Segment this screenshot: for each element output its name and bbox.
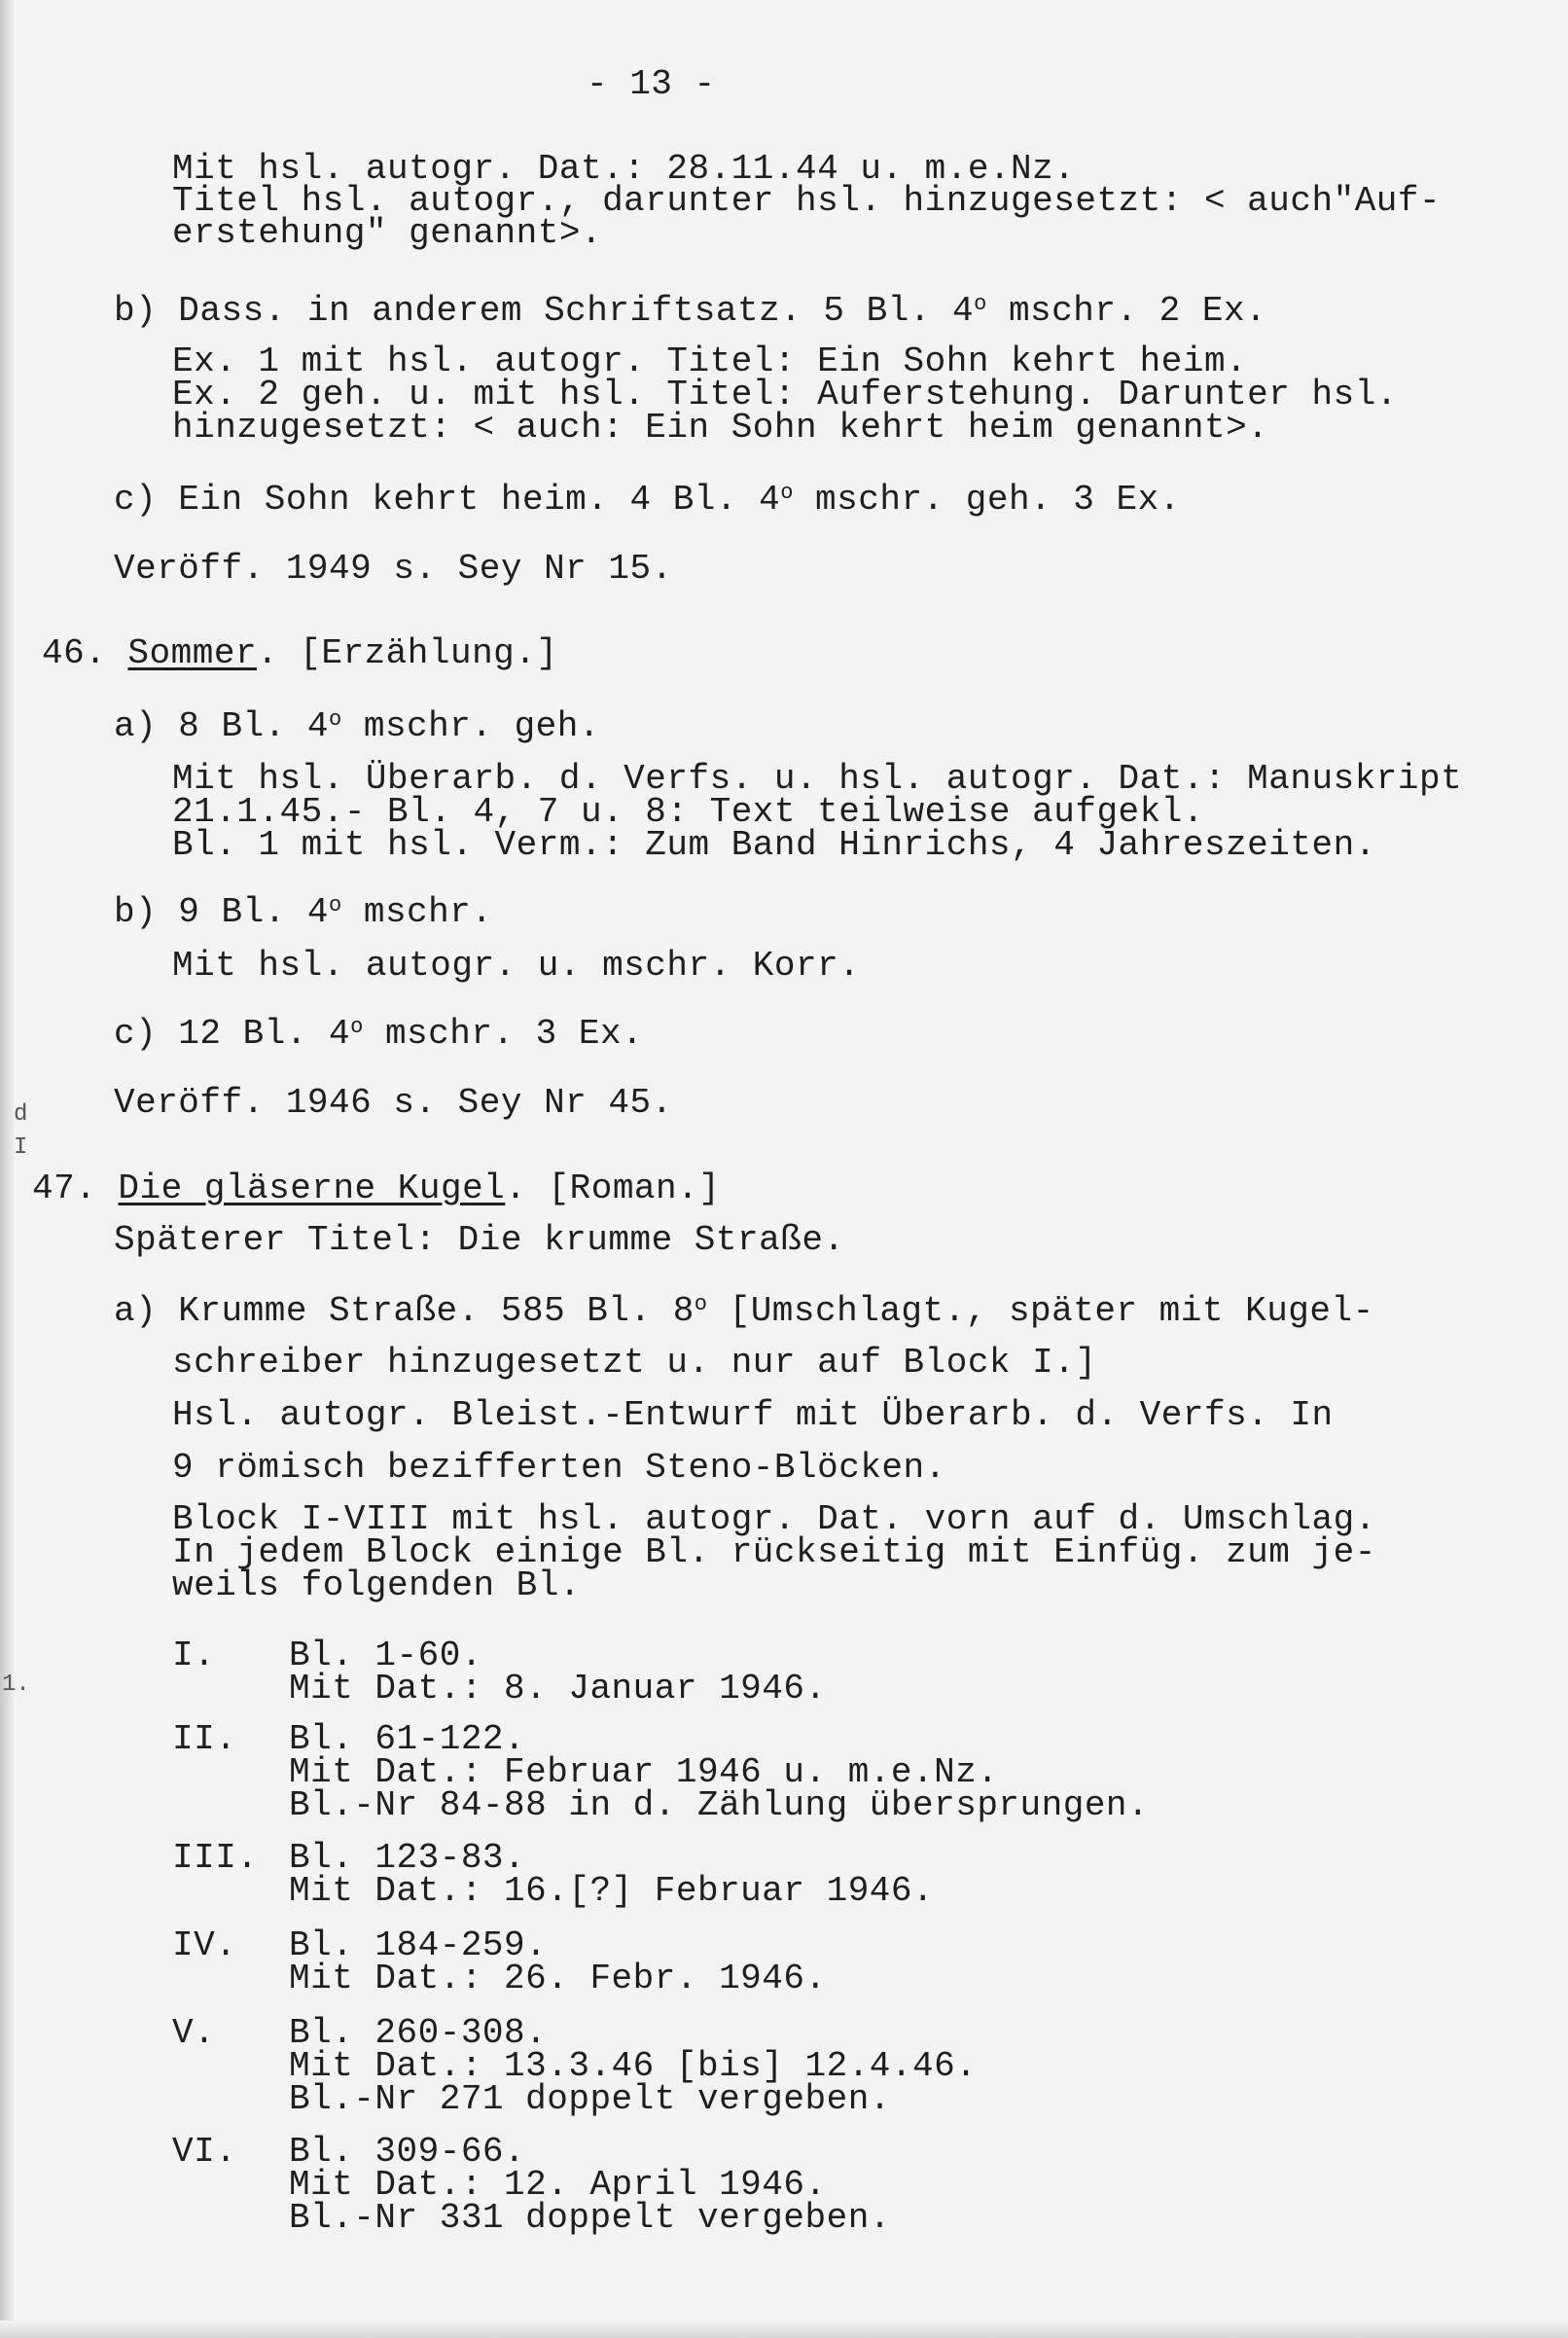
publication-note: Veröff. 1949 s. Sey Nr 15.: [114, 549, 673, 589]
text-line: hinzugesetzt: < auch: Ein Sohn kehrt heim genannt>.: [172, 408, 1269, 448]
margin-mark: I: [14, 1134, 28, 1161]
block-label: V.: [172, 2013, 216, 2053]
block-line: Mit Dat.: 12. April 1946.: [289, 2165, 827, 2205]
block-line: Bl. 61-122.: [289, 1719, 526, 1759]
item-c: c) 12 Bl. 4$^o$ mschr. 3 Ex.: [114, 1014, 644, 1054]
text-line: Block I-VIII mit hsl. autogr. Dat. vorn auf d. Umschlag.: [172, 1499, 1376, 1539]
block-line: Bl. 1-60.: [289, 1636, 482, 1675]
entry-47-title: Die gläserne Kugel: [118, 1169, 506, 1208]
text-line: Ex. 2 geh. u. mit hsl. Titel: Auferstehung. Darunter hsl.: [172, 375, 1398, 414]
page-bottom-shadow: [0, 2320, 1568, 2338]
margin-mark: d: [14, 1101, 28, 1128]
text-line: Bl. 1 mit hsl. Verm.: Zum Band Hinrichs, 4 Jahreszeiten.: [172, 825, 1376, 865]
text-line: 9 römisch bezifferten Steno-Blöcken.: [172, 1448, 946, 1488]
text-line: Mit hsl. Überarb. d. Verfs. u. hsl. autogr. Dat.: Manuskript: [172, 759, 1463, 799]
margin-mark: 1.: [2, 1672, 30, 1698]
text-line: erstehung" genannt>.: [172, 213, 603, 253]
block-line: Mit Dat.: 26. Febr. 1946.: [289, 1959, 827, 1998]
text-line: Mit hsl. autogr. u. mschr. Korr.: [172, 946, 861, 986]
text-line: weils folgenden Bl.: [172, 1565, 581, 1605]
block-label: II.: [172, 1719, 237, 1759]
block-label: I.: [172, 1636, 216, 1675]
publication-note: Veröff. 1946 s. Sey Nr 45.: [114, 1083, 673, 1123]
text-line: Ex. 1 mit hsl. autogr. Titel: Ein Sohn kehrt heim.: [172, 342, 1248, 381]
block-line: Bl. 260-308.: [289, 2013, 548, 2053]
block-label: VI.: [172, 2132, 237, 2172]
entry-46-heading: 46. Sommer. [Erzählung.]: [42, 633, 558, 673]
block-line: Bl.-Nr 331 doppelt vergeben.: [289, 2198, 891, 2238]
block-line: Mit Dat.: 13.3.46 [bis] 12.4.46.: [289, 2046, 978, 2086]
item-b: b) 9 Bl. 4$^o$ mschr.: [114, 892, 493, 932]
text-line: Späterer Titel: Die krumme Straße.: [114, 1220, 845, 1260]
block-line: Bl. 123-83.: [289, 1838, 526, 1878]
block-line: Bl.-Nr 271 doppelt vergeben.: [289, 2079, 891, 2119]
entry-47-heading: 47. Die gläserne Kugel. [Roman.]: [32, 1169, 721, 1208]
item-b: b) Dass. in anderem Schriftsatz. 5 Bl. 4$^o$ mschr. 2 Ex.: [114, 291, 1267, 331]
text-line: Titel hsl. autogr., darunter hsl. hinzugesetzt: < auch"Auf-: [172, 181, 1442, 221]
page-number: - 13 -: [587, 64, 716, 104]
text-line: schreiber hinzugesetzt u. nur auf Block I.]: [172, 1343, 1097, 1383]
block-line: Mit Dat.: Februar 1946 u. m.e.Nz.: [289, 1752, 999, 1792]
text-line: Mit hsl. autogr. Dat.: 28.11.44 u. m.e.Nz.: [172, 149, 1076, 189]
entry-46-title: Sommer: [127, 633, 258, 673]
item-c: c) Ein Sohn kehrt heim. 4 Bl. 4$^o$ mschr. geh. 3 Ex.: [114, 480, 1181, 520]
block-label: III.: [172, 1838, 259, 1878]
block-label: IV.: [172, 1925, 237, 1965]
item-a: a) Krumme Straße. 585 Bl. 8$^o$ [Umschlagt., später mit Kugel-: [114, 1291, 1374, 1331]
block-line: Bl. 309-66.: [289, 2132, 526, 2172]
item-a: a) 8 Bl. 4$^o$ mschr. geh.: [114, 706, 600, 746]
page-edge: [0, 0, 14, 2338]
text-line: 21.1.45.- Bl. 4, 7 u. 8: Text teilweise aufgekl.: [172, 792, 1204, 832]
block-line: Mit Dat.: 16.[?] Februar 1946.: [289, 1871, 935, 1911]
text-line: Hsl. autogr. Bleist.-Entwurf mit Überarb. d. Verfs. In: [172, 1395, 1334, 1435]
block-line: Mit Dat.: 8. Januar 1946.: [289, 1669, 827, 1709]
block-line: Bl. 184-259.: [289, 1925, 548, 1965]
text-line: In jedem Block einige Bl. rückseitig mit Einfüg. zum je-: [172, 1532, 1376, 1572]
block-line: Bl.-Nr 84-88 in d. Zählung übersprungen.: [289, 1785, 1150, 1825]
